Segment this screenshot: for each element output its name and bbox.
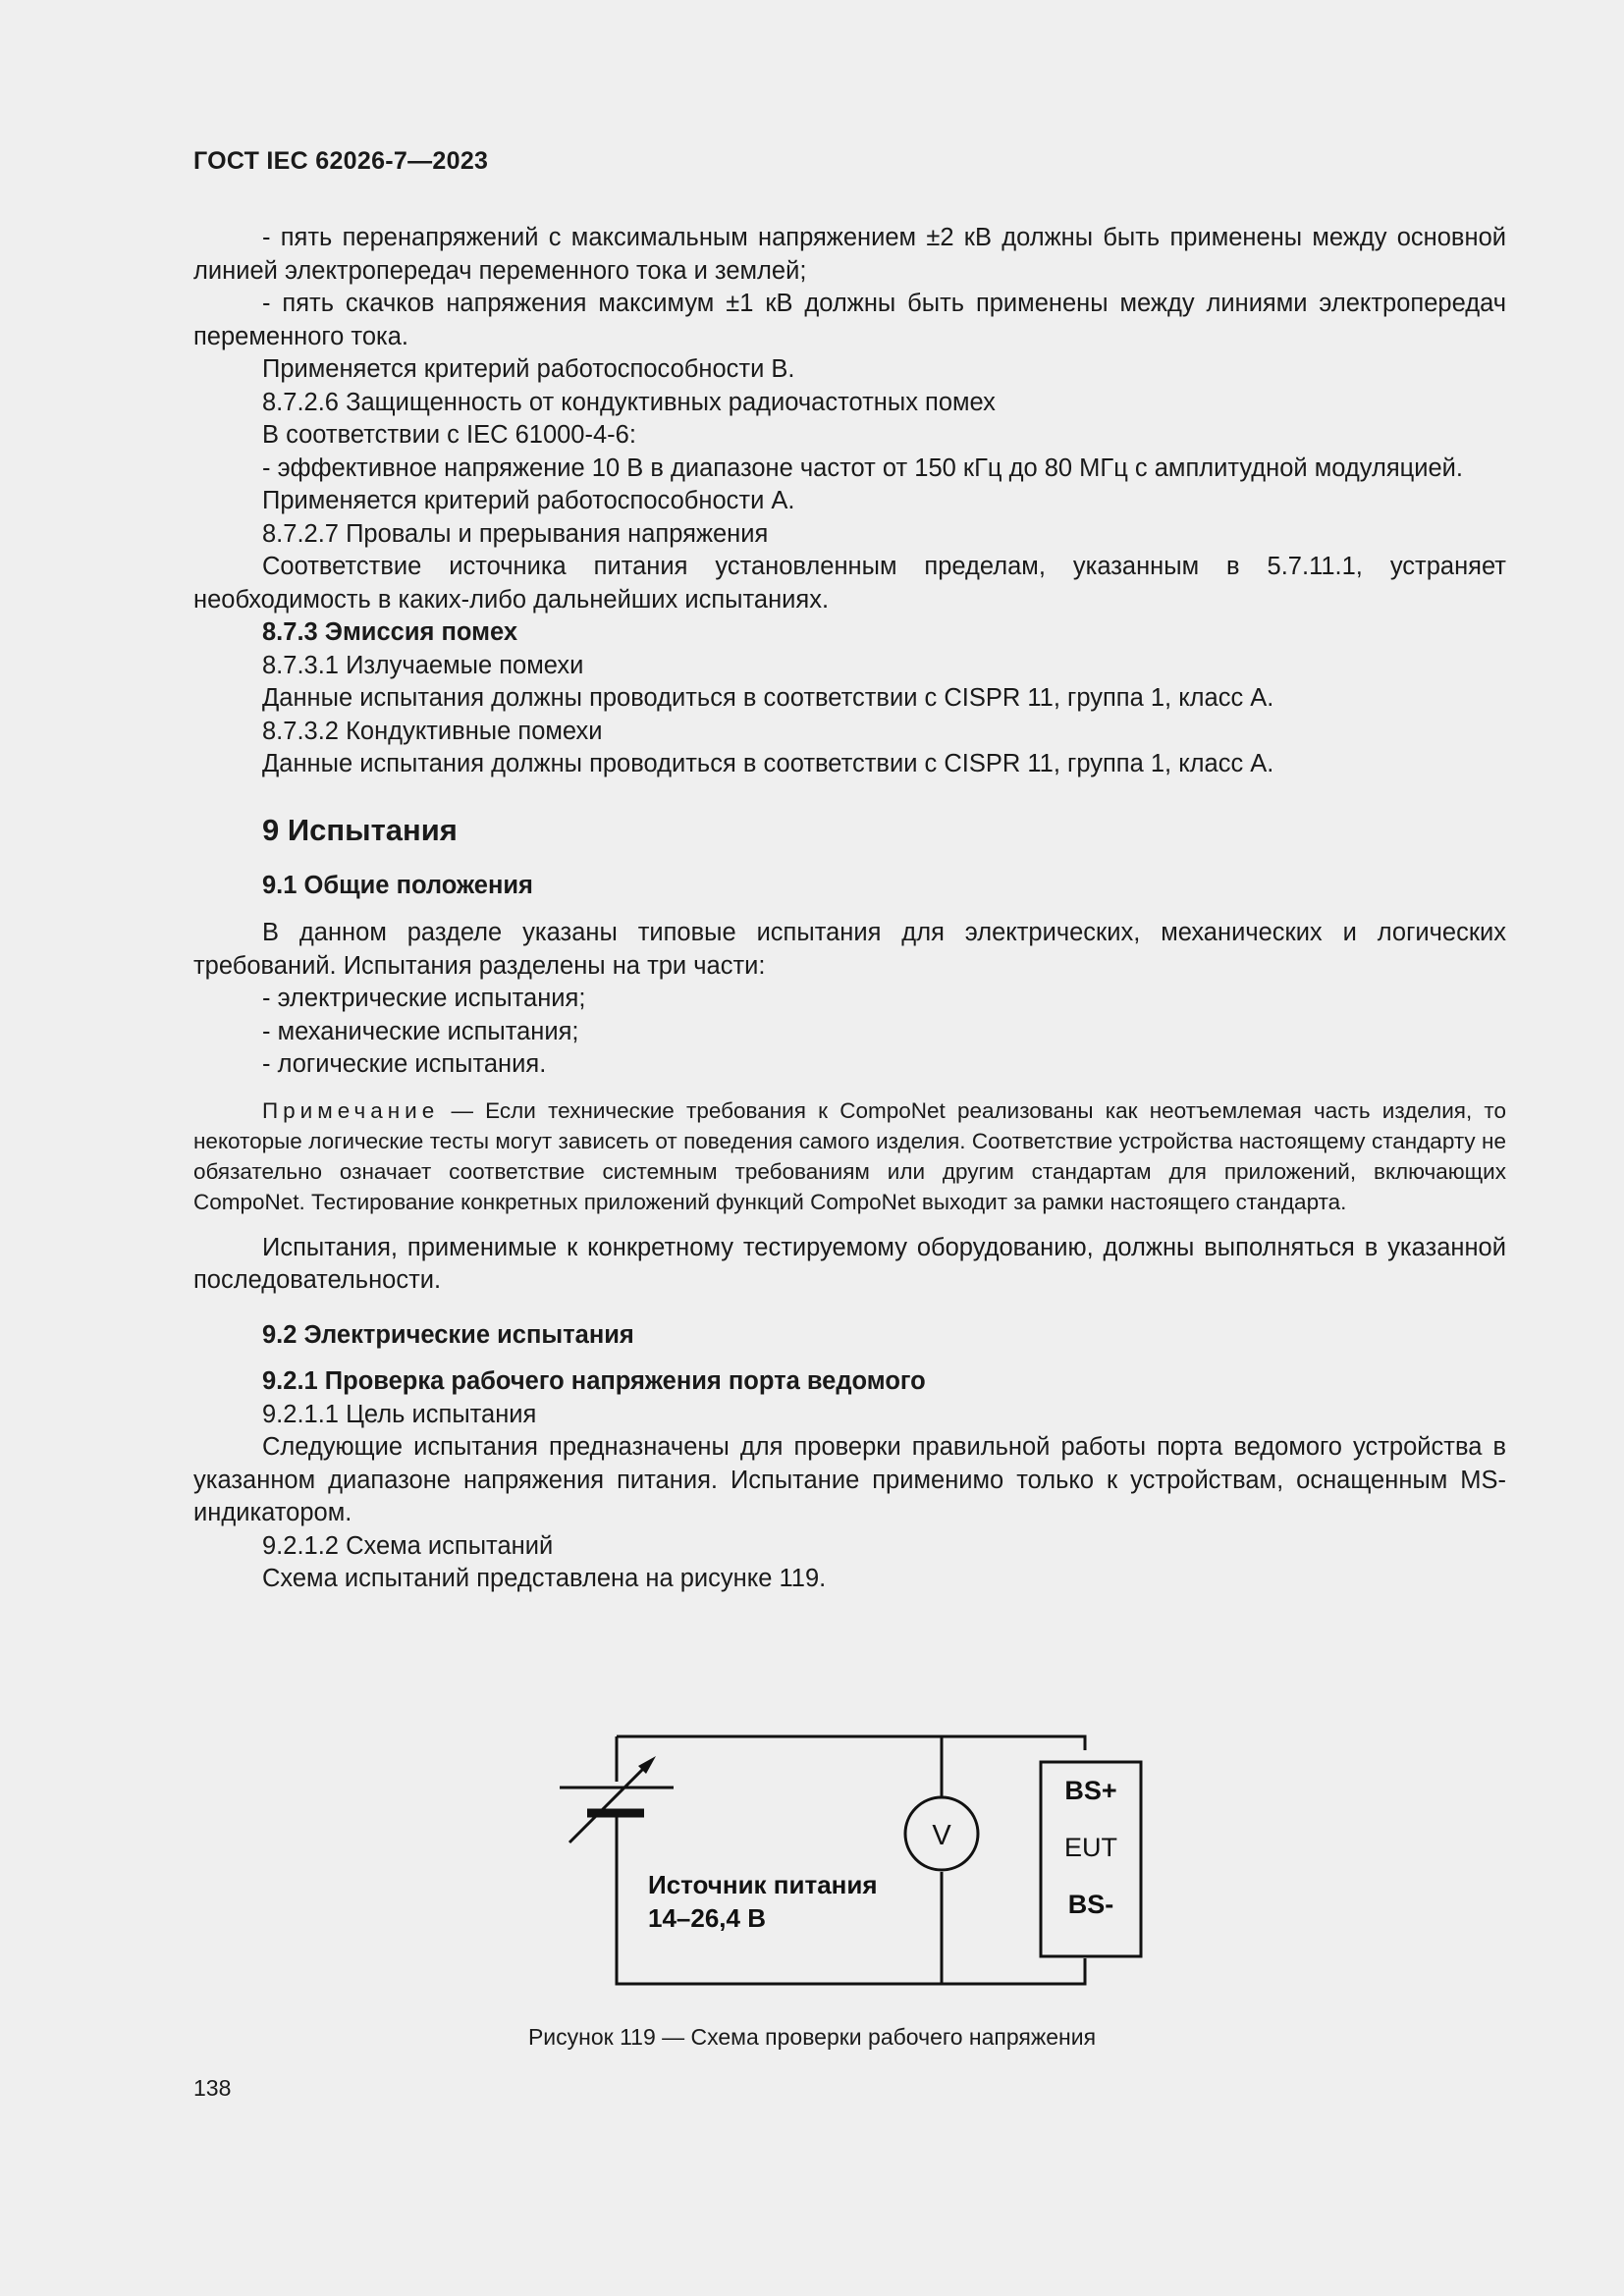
eut-bs-plus: BS+ bbox=[1064, 1776, 1117, 1805]
voltmeter-label: V bbox=[932, 1820, 951, 1851]
paragraph: В соответствии с IEC 61000-4-6: bbox=[262, 421, 636, 449]
page-number: 138 bbox=[193, 2075, 232, 2101]
subsection-heading: 8.7.2.6 Защищенность от кондуктивных радиочастотных помех bbox=[262, 388, 996, 416]
list-item: - логические испытания. bbox=[262, 1050, 547, 1078]
subsection-heading: 8.7.2.7 Провалы и прерывания напряжения bbox=[262, 519, 769, 548]
note-text: — Если технические требования к CompoNet реализованы как неотъемлемая часть изделия, то некоторые логические тесты могут зависеть от поведения самого изделия. Соответствие устройства настоящему стандарту не обязательно означает соответствие системным требованиям или другим стандартам для приложений, включающих CompoNet. Тестирование конкретных приложений функций CompoNet выходит за рамки настоящего стандарта. bbox=[193, 1097, 1506, 1214]
eut-label: EUT bbox=[1064, 1833, 1117, 1862]
section-heading-9: 9 Испытания bbox=[262, 812, 458, 847]
section-heading-8-7-3: 8.7.3 Эмиссия помех bbox=[262, 618, 518, 646]
subsection-heading: 9.2.1.2 Схема испытаний bbox=[262, 1531, 554, 1560]
paragraph: - пять скачков напряжения максимум ±1 кВ должны быть применены между линиями электропередач переменного тока. bbox=[193, 290, 1506, 350]
top-wire bbox=[617, 1736, 1085, 1750]
circuit-svg bbox=[530, 1723, 1198, 1998]
paragraph: - пять перенапряжений с максимальным напряжением ±2 кВ должны быть применены между основной линией электропередач переменного тока и землей; bbox=[193, 224, 1506, 285]
page-body bbox=[193, 222, 1506, 1596]
subsection-heading: 8.7.3.1 Излучаемые помехи bbox=[262, 651, 584, 679]
list-item: - электрические испытания; bbox=[262, 985, 586, 1012]
section-heading-9-2: 9.2 Электрические испытания bbox=[262, 1320, 634, 1349]
paragraph: Схема испытаний представлена на рисунке 119. bbox=[262, 1565, 827, 1592]
paragraph: Данные испытания должны проводиться в соответствии с CISPR 11, группа 1, класс А. bbox=[262, 684, 1274, 712]
section-heading-9-1: 9.1 Общие положения bbox=[262, 871, 533, 899]
list-item: - механические испытания; bbox=[262, 1017, 579, 1045]
paragraph: В данном разделе указаны типовые испытания для электрических, механических и логических требований. Испытания разделены на три части: bbox=[193, 919, 1506, 980]
subsection-heading: 9.2.1.1 Цель испытания bbox=[262, 1400, 537, 1428]
figure-caption: Рисунок 119 — Схема проверки рабочего напряжения bbox=[527, 2024, 1097, 2050]
eut-bs-minus: BS- bbox=[1067, 1890, 1114, 1919]
subsection-heading: 8.7.3.2 Кондуктивные помехи bbox=[262, 717, 603, 745]
note-label: Примечание bbox=[262, 1097, 440, 1123]
variable-arrow bbox=[569, 1762, 650, 1842]
document-header: ГОСТ IEC 62026-7—2023 bbox=[193, 147, 489, 175]
circuit-diagram bbox=[530, 1723, 1198, 1998]
section-heading-9-2-1: 9.2.1 Проверка рабочего напряжения порта ведомого bbox=[262, 1367, 926, 1395]
paragraph: Соответствие источника питания установленным пределам, указанным в 5.7.11.1, устраняет необходимость в каких-либо дальнейших испытаниях. bbox=[193, 553, 1506, 614]
paragraph: Следующие испытания предназначены для проверки правильной работы порта ведомого устройства в указанном диапазоне напряжения питания. Испытание применимо только к устройствам, оснащенным MS-индикатором. bbox=[193, 1433, 1506, 1526]
paragraph: Испытания, применимые к конкретному тестируемому оборудованию, должны выполняться в указанной последовательности. bbox=[193, 1233, 1506, 1294]
paragraph: Применяется критерий работоспособности В. bbox=[262, 355, 795, 383]
note bbox=[193, 1095, 1506, 1217]
source-label-line2: 14–26,4 В bbox=[648, 1903, 766, 1933]
paragraph: - эффективное напряжение 10 В в диапазоне частот от 150 кГц до 80 МГц с амплитудной модуляцией. bbox=[262, 454, 1463, 482]
source-label-line1: Источник питания bbox=[648, 1870, 878, 1899]
paragraph: Данные испытания должны проводиться в соответствии с CISPR 11, группа 1, класс А. bbox=[262, 750, 1274, 777]
paragraph: Применяется критерий работоспособности А. bbox=[262, 487, 795, 514]
